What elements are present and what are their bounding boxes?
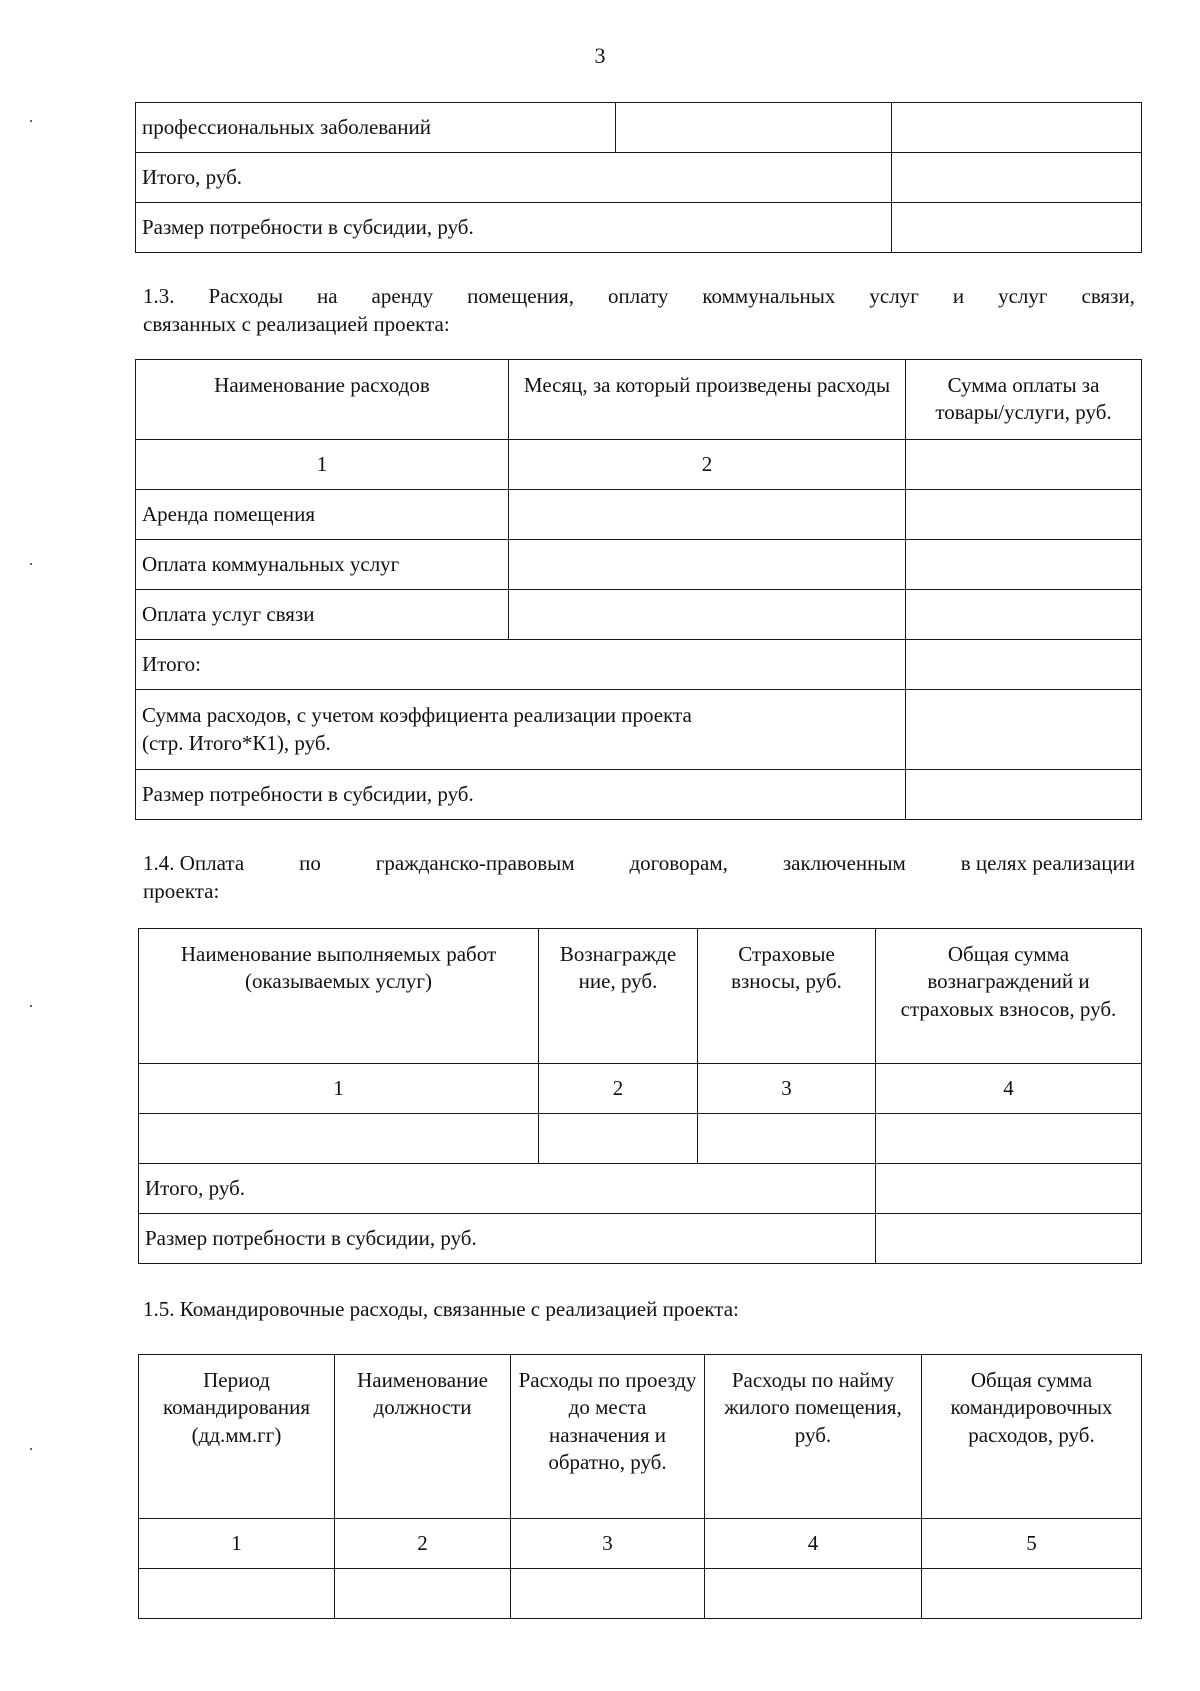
subsidy-need-label: Размер потребности в субсидии, руб. xyxy=(139,1214,876,1264)
month-cell[interactable] xyxy=(509,590,906,640)
column-header: Общая сумма командировочных расходов, руб. xyxy=(922,1355,1142,1519)
margin-dot xyxy=(30,120,32,122)
column-header: Период командирования (дд.мм.гг) xyxy=(139,1355,335,1519)
table-row xyxy=(139,1164,1142,1214)
margin-dot xyxy=(30,563,32,565)
table-row xyxy=(136,590,1142,640)
section-1-4-heading xyxy=(143,849,1135,905)
column-header: Расходы по найму жилого помещения, руб. xyxy=(705,1355,922,1519)
total-label: Итого: xyxy=(136,640,906,690)
column-number: 2 xyxy=(335,1519,511,1569)
heading-word: заключенным xyxy=(782,851,906,875)
column-number-row xyxy=(139,1064,1142,1114)
table-header-row xyxy=(139,929,1142,1064)
column-number: 4 xyxy=(876,1064,1142,1114)
heading-word: помещения, xyxy=(467,284,574,308)
table-1-3 xyxy=(135,359,1142,820)
table-row xyxy=(139,1569,1142,1619)
heading-line: связанных с реализацией проекта: xyxy=(143,312,450,336)
column-number: 5 xyxy=(922,1519,1142,1569)
table-row xyxy=(136,640,1142,690)
heading-word: 1.3. xyxy=(143,284,175,308)
label-line: (стр. Итого*К1), руб. xyxy=(142,730,331,755)
row-label: профессиональных заболеваний xyxy=(136,103,616,153)
column-number: 1 xyxy=(136,440,509,490)
margin-dot xyxy=(30,1005,32,1007)
total-value-cell[interactable] xyxy=(892,153,1142,203)
subsidy-need-cell[interactable] xyxy=(906,770,1142,820)
column-number: 2 xyxy=(539,1064,698,1114)
column-number: 1 xyxy=(139,1064,539,1114)
subsidy-need-label: Размер потребности в субсидии, руб. xyxy=(136,770,906,820)
period-cell[interactable] xyxy=(139,1569,335,1619)
column-number-row xyxy=(139,1519,1142,1569)
label-line: Сумма расходов, с учетом коэффициента реализации проекта xyxy=(142,703,692,728)
heading-word: услуг xyxy=(869,284,919,308)
heading-line xyxy=(143,282,1135,310)
table-row xyxy=(136,490,1142,540)
expense-name: Аренда помещения xyxy=(136,490,509,540)
input-cell[interactable] xyxy=(616,103,892,153)
column-header: Расходы по проезду до места назначения и обратно, руб. xyxy=(511,1355,705,1519)
table-row xyxy=(136,690,1142,770)
heading-word: гражданско-правовым xyxy=(375,851,575,875)
travel-cost-cell[interactable] xyxy=(511,1569,705,1619)
input-cell[interactable] xyxy=(892,103,1142,153)
table-row xyxy=(139,1214,1142,1264)
column-number: 2 xyxy=(509,440,906,490)
table-row xyxy=(136,203,1142,253)
column-header: Вознагражде ние, руб. xyxy=(539,929,698,1064)
column-header: Месяц, за который произведены расходы xyxy=(509,360,906,440)
subsidy-need-cell[interactable] xyxy=(892,203,1142,253)
insurance-cell[interactable] xyxy=(698,1114,876,1164)
column-number-row xyxy=(136,440,1142,490)
margin-dot xyxy=(30,1448,32,1450)
heading-word: оплату xyxy=(607,284,669,308)
total-sum-cell[interactable] xyxy=(876,1114,1142,1164)
heading-word: по xyxy=(299,851,321,875)
heading-word: договорам, xyxy=(629,851,728,875)
month-cell[interactable] xyxy=(509,540,906,590)
sum-with-coefficient-cell[interactable] xyxy=(906,690,1142,770)
column-header: Сумма оплаты за товары/услуги, руб. xyxy=(906,360,1142,440)
amount-cell[interactable] xyxy=(906,490,1142,540)
table-row xyxy=(136,153,1142,203)
position-cell[interactable] xyxy=(335,1569,511,1619)
table-header-row xyxy=(136,360,1142,440)
amount-cell[interactable] xyxy=(906,590,1142,640)
month-cell[interactable] xyxy=(509,490,906,540)
total-label: Итого, руб. xyxy=(136,153,892,203)
column-header: Наименование должности xyxy=(335,1355,511,1519)
column-header: Страховые взносы, руб. xyxy=(698,929,876,1064)
column-number: 3 xyxy=(511,1519,705,1569)
heading-word: Расходы xyxy=(208,284,283,308)
heading-line: проекта: xyxy=(143,879,220,903)
table-row xyxy=(139,1114,1142,1164)
work-name-cell[interactable] xyxy=(139,1114,539,1164)
reward-cell[interactable] xyxy=(539,1114,698,1164)
total-label: Итого, руб. xyxy=(139,1164,876,1214)
table-1-5 xyxy=(138,1354,1142,1619)
total-value-cell[interactable] xyxy=(876,1164,1142,1214)
expense-name: Оплата коммунальных услуг xyxy=(136,540,509,590)
column-number xyxy=(906,440,1142,490)
heading-word: коммунальных xyxy=(702,284,836,308)
column-header: Наименование выполняемых работ (оказываемых услуг) xyxy=(139,929,539,1064)
section-1-3-heading xyxy=(143,282,1135,338)
heading-word: и xyxy=(952,284,965,308)
heading-word: связи, xyxy=(1081,284,1135,308)
subsidy-need-cell[interactable] xyxy=(876,1214,1142,1264)
expense-name: Оплата услуг связи xyxy=(136,590,509,640)
total-travel-cost-cell[interactable] xyxy=(922,1569,1142,1619)
column-header: Общая сумма вознаграждений и страховых взносов, руб. xyxy=(876,929,1142,1064)
table-header-row xyxy=(139,1355,1142,1519)
column-header: Наименование расходов xyxy=(136,360,509,440)
sum-with-coefficient-label xyxy=(136,690,906,770)
total-value-cell[interactable] xyxy=(906,640,1142,690)
column-number: 3 xyxy=(698,1064,876,1114)
heading-word: в целях реализации xyxy=(960,851,1135,875)
page-number: 3 xyxy=(594,43,606,68)
amount-cell[interactable] xyxy=(906,540,1142,590)
heading-word: на xyxy=(316,284,338,308)
table-1-2-tail xyxy=(135,102,1142,253)
lodging-cost-cell[interactable] xyxy=(705,1569,922,1619)
table-row xyxy=(136,770,1142,820)
subsidy-need-label: Размер потребности в субсидии, руб. xyxy=(136,203,892,253)
section-1-5-heading: 1.5. Командировочные расходы, связанные с реализацией проекта: xyxy=(143,1297,739,1321)
table-1-4 xyxy=(138,928,1142,1264)
heading-word: аренду xyxy=(371,284,434,308)
column-number: 4 xyxy=(705,1519,922,1569)
column-number: 1 xyxy=(139,1519,335,1569)
heading-line xyxy=(143,849,1135,877)
table-row xyxy=(136,103,1142,153)
heading-word: 1.4. Оплата xyxy=(143,851,245,875)
table-row xyxy=(136,540,1142,590)
heading-word: услуг xyxy=(998,284,1048,308)
